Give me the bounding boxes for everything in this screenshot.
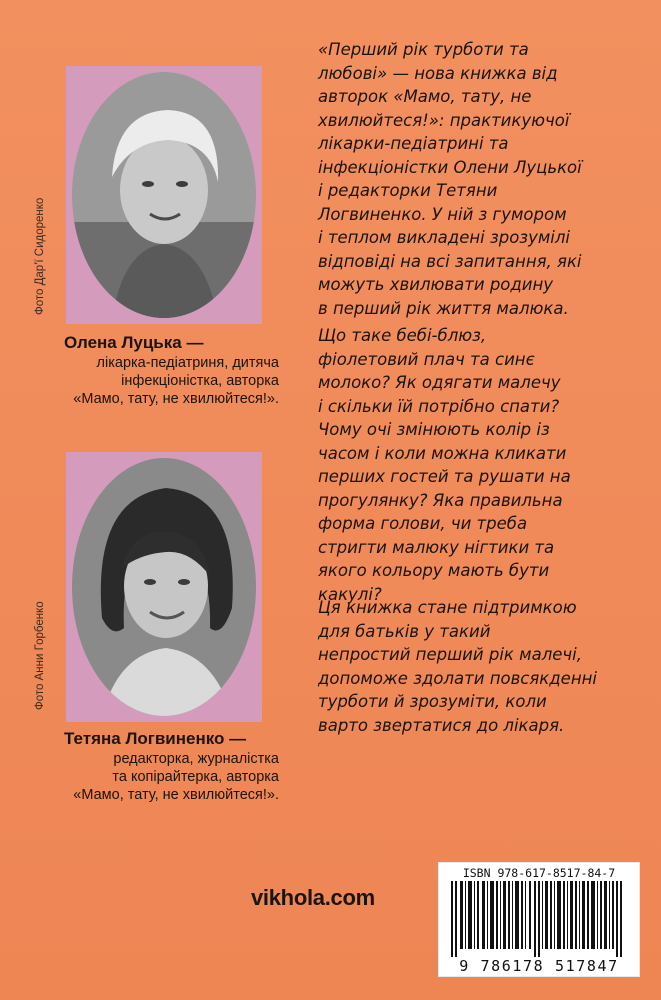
blurb-line: для батьків у такий xyxy=(318,621,491,641)
blurb-line: молоко? Як одягати малечу xyxy=(318,373,561,392)
blurb-line: відповіді на всі запитання, які xyxy=(318,251,582,271)
author-bio-line: редакторка, журналістка xyxy=(113,751,279,767)
blurb-line: «Перший рік турботи та xyxy=(318,40,529,59)
blurb-line: турботи й зрозуміти, коли xyxy=(318,692,547,711)
blurb-line: любові» — нова книжка від xyxy=(318,63,558,83)
blurb-line: і редакторки Тетяни xyxy=(318,181,498,200)
blurb-line: форма голови, чи треба xyxy=(318,514,528,533)
blurb-paragraph-1 xyxy=(318,38,620,320)
author-bio-line: «Мамо, тату, не хвилюйтеся!». xyxy=(73,391,279,407)
blurb-line: Чому очі змінюють колір із xyxy=(318,420,550,439)
blurb-line: можуть хвилювати родину xyxy=(318,275,554,294)
barcode-digits: 9 786178 517847 xyxy=(459,957,619,975)
author-bio-1 xyxy=(57,334,279,408)
author-bio-line: інфекціоністка, авторка xyxy=(121,373,279,389)
blurb-line: варто звертатися до лікаря. xyxy=(318,715,565,735)
blurb-line: допоможе здолати повсякденні xyxy=(318,668,597,688)
photo-credit-2: Фото Анни Горбенко xyxy=(34,601,46,710)
blurb-line: какулі? xyxy=(318,584,382,604)
isbn-number: ISBN 978-617-8517-84-7 xyxy=(462,866,616,880)
blurb-line: лікарки-педіатрині та xyxy=(318,134,509,153)
author-bio-2 xyxy=(57,730,279,804)
blurb-line: в перший рік життя малюка. xyxy=(318,298,569,318)
blurb-line: непростий перший рік малечі, xyxy=(318,645,582,664)
blurb-line: фіолетовий плач та синє xyxy=(318,349,535,369)
blurb-line: хвилюйтеся!»: практикуючої xyxy=(318,110,570,130)
blurb-line: стригти малюку нігтики та xyxy=(318,537,555,557)
author-bio-line: та копірайтерка, авторка xyxy=(112,769,279,785)
author-bio-line: «Мамо, тату, не хвилюйтеся!». xyxy=(73,787,279,803)
author-name-2: Тетяна Логвиненко — xyxy=(64,729,247,748)
blurb-line: Що таке бебі-блюз, xyxy=(318,326,487,345)
blurb-line: і теплом викладені зрозумілі xyxy=(318,228,571,247)
blurb-paragraph-2 xyxy=(318,324,620,606)
author-portrait-1 xyxy=(72,72,256,318)
author-bio-line: лікарка-педіатриня, дитяча xyxy=(96,355,279,371)
blurb-line: авторок «Мамо, тату, не xyxy=(318,87,532,106)
blurb-line: і скільки їй потрібно спати? xyxy=(318,396,560,416)
publisher-website: vikhola.com xyxy=(251,885,375,910)
blurb-line: перших гостей та рушати на xyxy=(318,467,571,486)
author-photo-frame-2 xyxy=(66,452,262,722)
author-portrait-2 xyxy=(72,458,256,716)
author-name-1: Олена Луцька — xyxy=(64,333,204,352)
author-photo-frame-1 xyxy=(66,66,262,324)
blurb-line: Логвиненко. У ній з гумором xyxy=(318,204,567,224)
photo-credit-1: Фото Дар'ї Сидоренко xyxy=(34,197,46,315)
blurb-line: інфекціоністки Олени Луцької xyxy=(318,157,582,177)
blurb-line: прогулянку? Яка правильна xyxy=(318,490,563,510)
barcode-icon xyxy=(449,881,629,957)
blurb-paragraph-3 xyxy=(318,596,620,737)
blurb-line: Ця книжка стане підтримкою xyxy=(318,598,577,617)
blurb-line: якого кольору мають бути xyxy=(318,561,550,580)
blurb-line: часом і коли можна кликати xyxy=(318,443,567,463)
isbn-barcode xyxy=(438,862,640,977)
